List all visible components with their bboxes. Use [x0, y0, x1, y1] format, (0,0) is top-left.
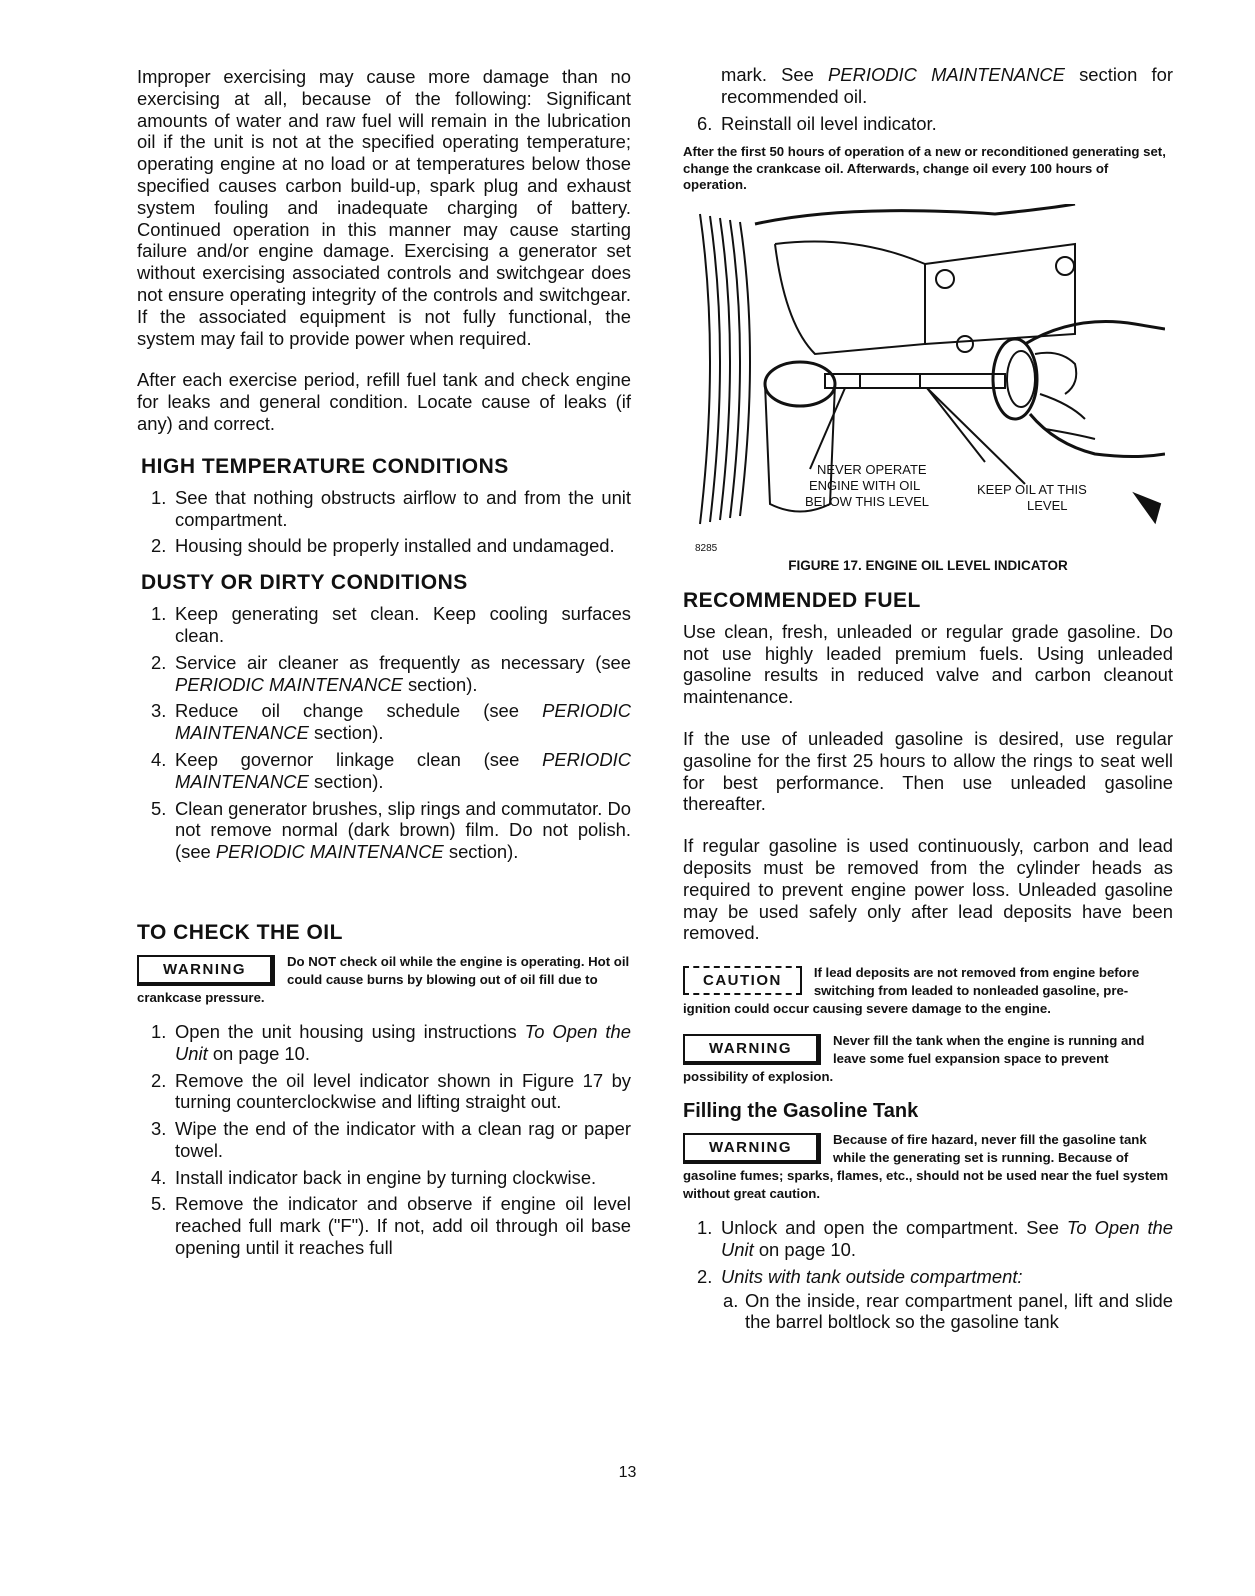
warning-badge: WARNING — [137, 955, 275, 986]
fuel-paragraph-1: Use clean, fresh, unleaded or regular grade gasoline. Do not use highly leaded premium fuels. Using unleaded gasoline results in reduced valve and carbon cleanout maintenance. — [683, 620, 1173, 708]
list-item: a. On the inside, rear compartment panel, lift and slide the barrel boltlock so the gasoline tank — [723, 1289, 1173, 1333]
list-item: 1. Unlock and open the compartment. See To Open the Unit on page 10. — [697, 1217, 1174, 1261]
fuel-warning-notice — [683, 1032, 1173, 1086]
list-item: 1. Keep generating set clean. Keep cooling surfaces clean. — [151, 603, 631, 646]
check-oil-warning — [137, 953, 631, 1007]
recommended-fuel-heading: RECOMMENDED FUEL — [683, 588, 921, 612]
never-operate-label-2: ENGINE WITH OIL — [809, 477, 921, 493]
caution-badge: CAUTION — [683, 966, 802, 995]
high-temp-list — [137, 487, 631, 557]
list-item: 5. Clean generator brushes, slip rings and commutator. Do not remove normal (dark brown) film. Do not polish. (see PERIODIC MAINTENANCE section). — [151, 797, 631, 863]
warning-text: Never fill the tank when the engine is running and leave some fuel expansion space to prevent possibility of explosion. — [683, 1033, 1145, 1085]
check-oil-heading: TO CHECK THE OIL — [137, 920, 343, 944]
filling-list — [683, 1217, 1173, 1333]
figure-id: 8285 — [695, 542, 718, 554]
keep-oil-label-1: KEEP OIL AT THIS — [977, 481, 1087, 497]
list-item: 2. Remove the oil level indicator shown in Figure 17 by turning counterclockwise and lifting straight out. — [151, 1069, 631, 1113]
fuel-paragraph-3: If regular gasoline is used continuously, carbon and lead deposits must be removed from the cylinder heads as required to prevent engine power loss. Unleaded gasoline may be used safely only after lead deposits have been removed. — [683, 835, 1173, 944]
list-item: 4. Install indicator back in engine by turning clockwise. — [151, 1166, 597, 1188]
keep-oil-label-2: LEVEL — [1027, 497, 1068, 513]
list-item: 3. Wipe the end of the indicator with a clean rag or paper towel. — [151, 1118, 631, 1161]
list-item: 1. Open the unit housing using instructions To Open the Unit on page 10. — [151, 1020, 631, 1064]
check-oil-list — [137, 1021, 631, 1259]
oil-indicator-figure — [695, 204, 1165, 554]
list-item: 6. Reinstall oil level indicator. — [697, 112, 937, 134]
list-item: 4. Keep governor linkage clean (see PERIODIC MAINTENANCE section). — [151, 748, 631, 792]
list-item: mark. See PERIODIC MAINTENANCE section for recommended oil. — [721, 64, 1174, 107]
dusty-list — [137, 603, 631, 863]
after-exercise-paragraph: After each exercise period, refill fuel tank and check engine for leaks and general condition. Locate cause of leaks (if any) and correct. — [137, 369, 631, 434]
fuel-paragraph-2: If the use of unleaded gasoline is desired, use regular gasoline for the first 25 hours to allow the rings to seat well for best performance. Then use unleaded gasoline thereafter. — [683, 728, 1173, 815]
never-operate-label-1: NEVER OPERATE — [817, 461, 927, 477]
list-item: 2. Service air cleaner as frequently as necessary (see PERIODIC MAINTENANCE section). — [151, 651, 631, 695]
warning-text: Because of fire hazard, never fill the gasoline tank while the generating set is running. Because of gasoline fumes; sparks, flames, etc., should not be used near the fuel system without great caution. — [683, 1132, 1169, 1202]
left-column — [137, 66, 631, 1269]
filling-warning-notice — [683, 1131, 1173, 1203]
engine-oil-illustration — [695, 204, 1165, 554]
caution-text: If lead deposits are not removed from engine before switching from leaded to nonleaded gasoline, pre-ignition could occur causing severe damage to the engine. — [683, 965, 1140, 1017]
high-temp-heading: HIGH TEMPERATURE CONDITIONS — [141, 454, 509, 478]
filling-sub-list — [721, 1290, 1173, 1334]
right-column — [683, 64, 1173, 1343]
never-operate-label-3: BELOW THIS LEVEL — [805, 493, 930, 509]
warning-badge: WARNING — [683, 1133, 821, 1164]
dusty-heading: DUSTY OR DIRTY CONDITIONS — [141, 571, 468, 595]
oil-change-note: After the first 50 hours of operation of a new or reconditioned generating set, change the crankcase oil. Afterwards, change oil every 100 hours of operation. — [683, 144, 1166, 193]
filling-tank-heading: Filling the Gasoline Tank — [683, 1100, 919, 1123]
exercise-paragraph: Improper exercising may cause more damage than no exercising at all, because of the following: Significant amounts of water and raw fuel will remain in the lubrication oil if the unit is not at the specified operating temperature; operating engine at no load or at temperatures below those specified causes carbon build-up, spark plug and exhaust system fouling and inadequate charging of battery. Continued operation in this manner may cause starting failure and/or engine damage. Exercising a generator set without exercising associated controls and switchgear does not ensure operating integrity of the controls and switchgear. If the associated equipment is not fully functional, the system may fail to provide power when required. — [137, 66, 631, 349]
list-item: 2. Housing should be properly installed and undamaged. — [151, 535, 615, 557]
list-item: 3. Reduce oil change schedule (see PERIODIC MAINTENANCE section). — [151, 700, 631, 744]
warning-badge: WARNING — [683, 1034, 821, 1065]
list-item: 2. Units with tank outside compartment: a. On the inside, rear compartment panel, lift and slide the barrel boltlock so the gasoline tank — [697, 1265, 1173, 1333]
caution-notice — [683, 964, 1173, 1018]
figure-caption: FIGURE 17. ENGINE OIL LEVEL INDICATOR — [788, 557, 1068, 573]
warning-text: Do NOT check oil while the engine is operating. Hot oil could cause burns by blowing out of oil fill due to crankcase pressure. — [137, 953, 630, 1005]
list-item: 1. See that nothing obstructs airflow to and from the unit compartment. — [151, 486, 631, 530]
page-number: 13 — [618, 1464, 637, 1481]
check-oil-list-continued — [683, 64, 1173, 134]
list-item: 5. Remove the indicator and observe if engine oil level reached full mark ("F"). If not, add oil through oil base opening until it reaches full — [151, 1193, 631, 1259]
